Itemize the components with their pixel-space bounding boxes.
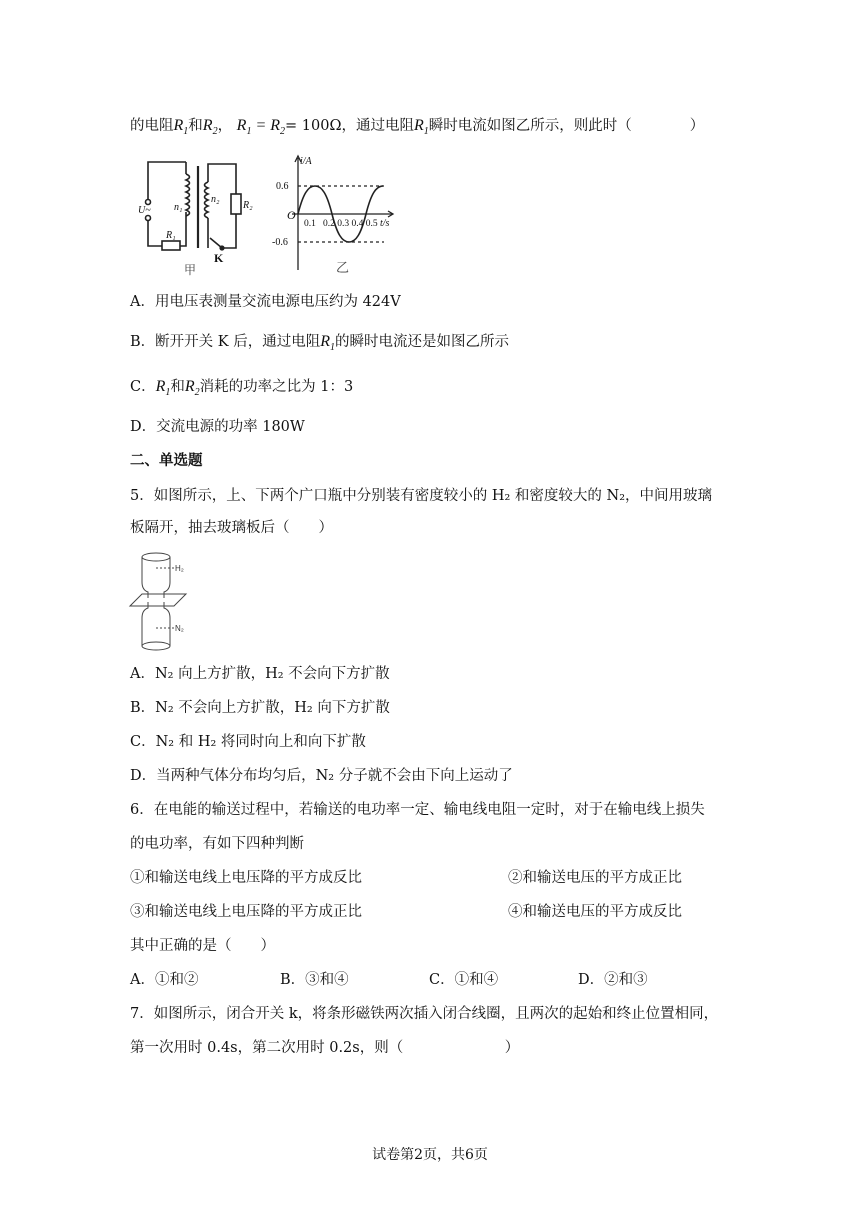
q4-stem-text-1: 的电阻 — [130, 118, 174, 134]
q6-option-b: B．③和④ — [280, 972, 349, 988]
q6-judgment-1: ①和输送电线上电压降的平方成反比 — [130, 870, 362, 886]
q4-option-b-text-2: 的瞬时电流还是如图乙所示 — [335, 334, 509, 350]
q4-option-c-text-3: 消耗的功率之比为 1：3 — [199, 379, 354, 395]
glass-plate — [130, 594, 186, 606]
q5-stem-line-1: 5．如图所示，上、下两个广口瓶中分别装有密度较小的 H₂ 和密度较大的 N₂，中间用玻璃 — [130, 488, 713, 504]
page-footer: 试卷第2页，共6页 — [372, 1147, 488, 1163]
q4-stem-text-3: ， — [217, 118, 233, 134]
q6-judgment-3: ③和输送电线上电压降的平方成正比 — [130, 904, 362, 920]
q6-stem-line-1: 6．在电能的输送过程中，若输送的电功率一定、输电线电阻一定时，对于在输电线上损失 — [130, 802, 705, 818]
q4-option-c — [130, 377, 353, 403]
primary-loop-wire-2 — [148, 218, 162, 246]
q7-stem-line-2: 第一次用时 0.4s，第二次用时 0.2s，则（ ） — [130, 1040, 520, 1056]
q6-option-a: A．①和② — [130, 972, 199, 988]
r2-label: R₂ — [243, 200, 253, 211]
n2-label: n₂ — [211, 194, 220, 205]
n2-gas-label: N₂ — [175, 624, 184, 633]
r1-resistor — [162, 241, 180, 250]
r1-symbol-2: $R_1$ — [414, 117, 429, 138]
q4-option-c-text-1: C． — [130, 379, 156, 395]
q4-option-b-text-1: B．断开开关 K 后，通过电阻 — [130, 334, 321, 350]
q4-stem-text-4: ，通过电阻 — [341, 118, 414, 134]
y-tick-top: 0.6 — [276, 181, 289, 192]
secondary-coil — [205, 182, 209, 218]
q6-judgment-4: ④和输送电压的平方成反比 — [508, 904, 682, 920]
t-axis-label: t/s — [380, 218, 390, 229]
q5-option-b: B．N₂ 不会向上方扩散，H₂ 向下方扩散 — [130, 700, 390, 716]
h2-label: H₂ — [175, 564, 184, 573]
q4-option-b — [130, 332, 509, 358]
fig-jia-caption: 甲 — [184, 263, 197, 277]
r2-resistor — [231, 194, 241, 214]
r1-eq-r2: $R_1 = R_2$ — [236, 117, 286, 138]
q6-ask: 其中正确的是（ ） — [130, 938, 275, 954]
r1-symbol: $R_1$ — [173, 117, 189, 138]
q4-option-d: D．交流电源的功率 180W — [130, 419, 305, 435]
r2-symbol: $R_2$ — [202, 117, 218, 138]
current-waveform-figure-yi — [270, 152, 400, 277]
n1-label: n₁ — [174, 202, 183, 213]
y-tick-bottom: -0.6 — [272, 237, 288, 248]
r1-label: R₁ — [166, 230, 176, 241]
section-title: 二、单选题 — [130, 452, 203, 469]
fig-yi-caption: 乙 — [336, 261, 350, 276]
q6-option-c: C．①和④ — [429, 972, 499, 988]
gas-jars-figure — [128, 548, 218, 656]
r2-symbol-c: $R_2$ — [184, 378, 200, 399]
q4-stem-text-2: 和 — [188, 118, 203, 134]
primary-loop-wire-3 — [180, 212, 186, 246]
x-ticks: 0.1 0.2 0.3 0.4 0.5 — [304, 219, 378, 229]
q4-option-c-text-2: 和 — [170, 379, 185, 395]
primary-coil — [186, 174, 190, 216]
source-u-label: U~ — [138, 205, 151, 216]
q6-stem-line-2: 的电功率，有如下四种判断 — [130, 836, 304, 852]
q5-option-d: D．当两种气体分布均匀后，N₂ 分子就不会由下向上运动了 — [130, 768, 513, 784]
origin-label: O — [287, 208, 296, 222]
q4-stem-eq: = 100Ω — [285, 118, 342, 134]
r1-symbol-c: $R_1$ — [155, 378, 171, 399]
q7-stem-line-1: 7．如图所示，闭合开关 k，将条形磁铁两次插入闭合线圈，且两次的起始和终止位置相同， — [130, 1006, 719, 1022]
q6-judgment-2: ②和输送电压的平方成正比 — [508, 870, 682, 886]
r1-symbol-b: $R_1$ — [320, 333, 335, 354]
i-axis-label: i/A — [300, 156, 312, 167]
k-label: K — [214, 251, 224, 265]
q5-option-a: A．N₂ 向上方扩散，H₂ 不会向下方扩散 — [130, 666, 390, 682]
circuit-figure-jia — [138, 152, 258, 277]
q5-option-c: C．N₂ 和 H₂ 将同时向上和向下扩散 — [130, 734, 366, 750]
q4-option-a: A．用电压表测量交流电源电压约为 424V — [130, 294, 401, 310]
q5-stem-line-2: 板隔开，抽去玻璃板后（ ） — [130, 520, 333, 536]
q4-stem-text-5: 瞬时电流如图乙所示，则此时（ ） — [428, 118, 705, 134]
primary-loop-wire — [148, 162, 186, 202]
q4-stem — [130, 116, 704, 142]
q6-option-d: D．②和③ — [578, 972, 648, 988]
